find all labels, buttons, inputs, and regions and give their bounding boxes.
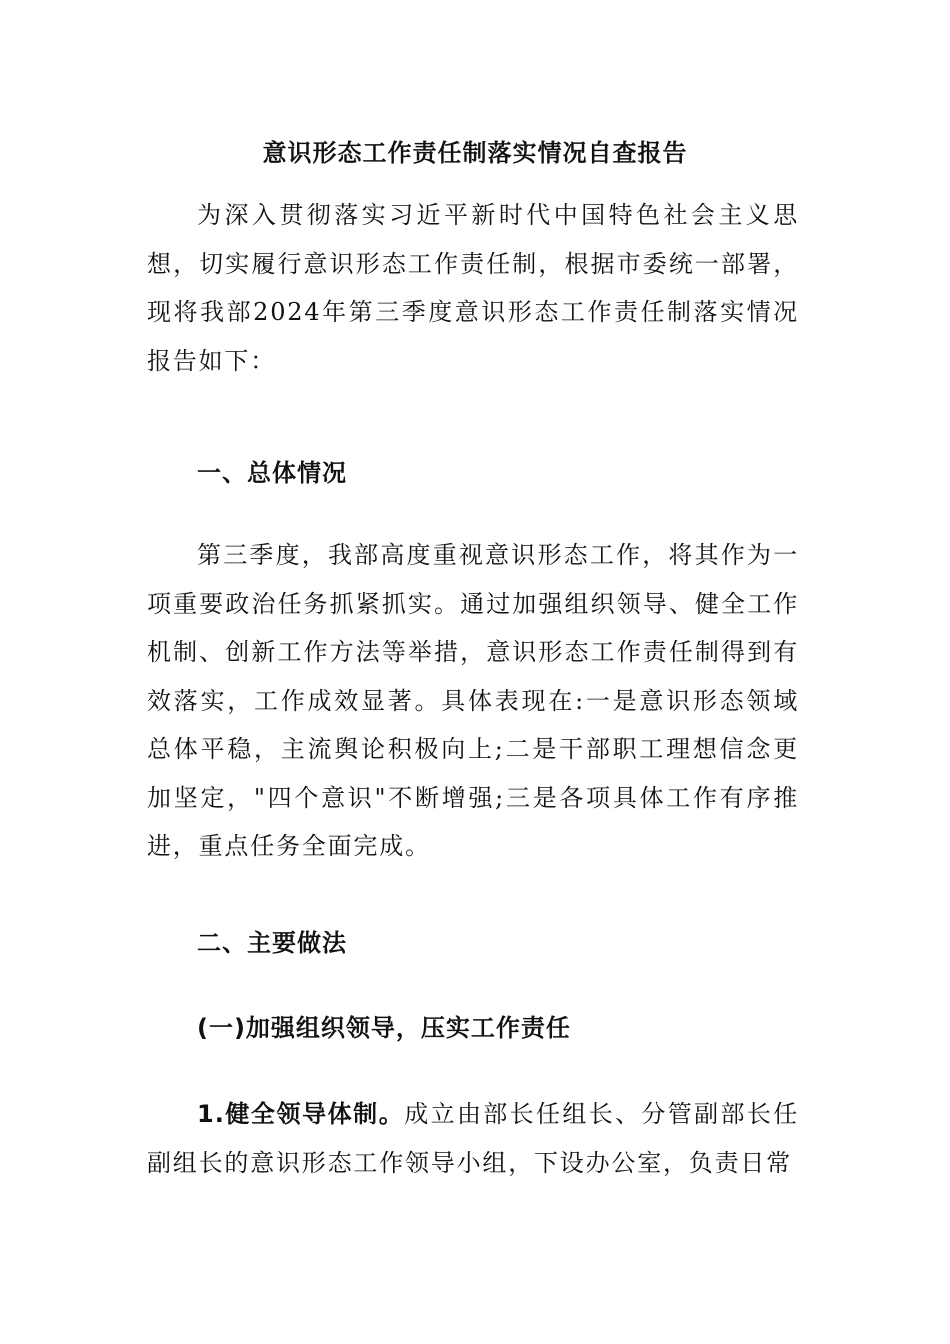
document-title: 意识形态工作责任制落实情况自查报告 — [262, 139, 688, 167]
item-body-text: 成立由部长任组长、分管副部长任副组长的意识形态工作领导小组，下设办公室，负责日常 — [147, 1100, 799, 1177]
item-lead-text: 1.健全领导体制。 — [197, 1100, 405, 1128]
section-heading-overview: 一、总体情况 — [197, 459, 347, 487]
item-paragraph-leadership-system — [147, 1090, 799, 1187]
intro-paragraph: 为深入贯彻落实习近平新时代中国特色社会主义思想，切实履行意识形态工作责任制，根据市委统一部署，现将我部2024年第三季度意识形态工作责任制落实情况报告如下： — [147, 201, 799, 375]
overview-paragraph: 第三季度，我部高度重视意识形态工作，将其作为一项重要政治任务抓紧抓实。通过加强组织领导、健全工作机制、创新工作方法等举措，意识形态工作责任制得到有效落实，工作成效显著。具体表现在:一是意识形态领域总体平稳，主流舆论积极向上;二是干部职工理想信念更加坚定，"四个意识"不断增强;三是各项具体工作有序推进，重点任务全面完成。 — [147, 541, 799, 860]
section-heading-main-practices: 二、主要做法 — [197, 929, 347, 957]
subsection-heading-leadership: (一)加强组织领导，压实工作责任 — [197, 1014, 571, 1042]
